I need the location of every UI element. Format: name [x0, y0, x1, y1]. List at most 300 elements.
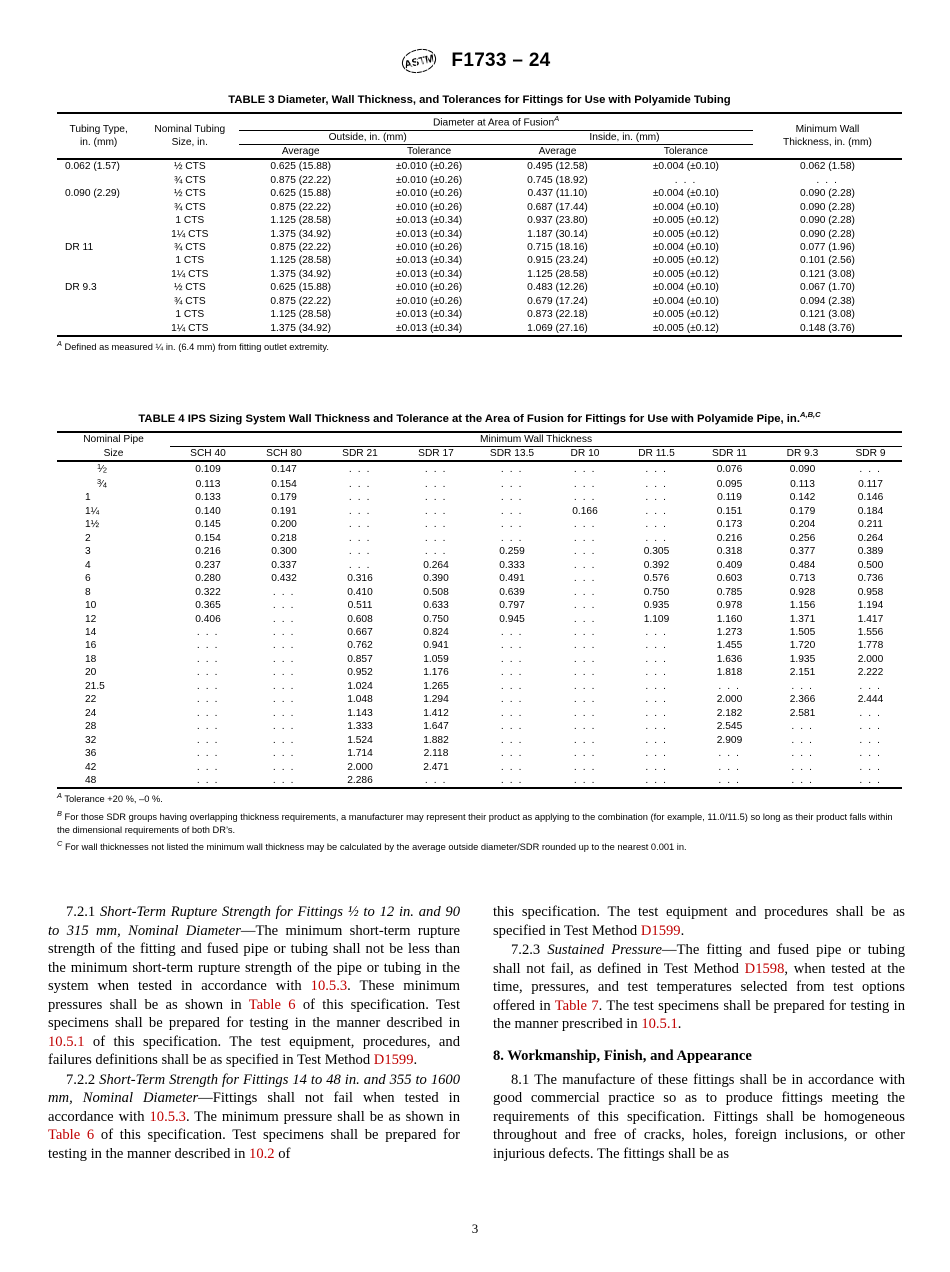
cell-dr-11-5: . . . — [645, 774, 668, 786]
cell-sdr-17: 1.059 — [423, 653, 449, 665]
cell-sdr-17: 2.471 — [423, 761, 449, 773]
cell-nominal-pipe-size: $^1⁄_2$ — [97, 462, 107, 476]
th-outside: Outside, in. (mm) — [239, 130, 496, 144]
ref-10-5-1[interactable]: 10.5.1 — [48, 1033, 85, 1050]
cell-dr-11-5: . . . — [645, 653, 668, 665]
cell-sch-80: . . . — [272, 761, 296, 773]
cell-nominal-pipe-size: 42 — [85, 761, 97, 773]
document-designation: F1733 – 24 — [451, 50, 551, 71]
cell-sdr-13-5: 0.333 — [499, 559, 525, 571]
table-row — [57, 477, 902, 492]
cell-nominal-pipe-size: 32 — [85, 734, 97, 746]
cell-wall-thickness: 0.062 (1.58) — [799, 161, 855, 173]
cell-inside-average: 1.187 (30.14) — [527, 228, 588, 240]
cell-dr-10: . . . — [573, 600, 597, 612]
right-column — [493, 903, 905, 1163]
footnote-marker-abc: A,B,C — [799, 410, 821, 419]
cell-sdr-21: 0.857 — [347, 653, 373, 665]
cell-nominal-size: ½ CTS — [173, 161, 206, 173]
cell-dr-11-5: 0.576 — [643, 573, 670, 585]
cell-outside-average: 0.875 (22.22) — [270, 295, 331, 307]
cell-dr-10: . . . — [573, 721, 597, 733]
cell-tubing-type: 0.062 (1.57) — [65, 161, 120, 173]
cell-dr-11-5: . . . — [645, 519, 668, 531]
cell-sch-80: . . . — [272, 707, 296, 719]
cell-sch-40: 0.140 — [195, 505, 221, 517]
footnote-mark: C — [57, 839, 63, 849]
cell-sdr-13-5: . . . — [500, 653, 524, 665]
th-sch-80: SCH 80 — [266, 448, 302, 460]
footnote-mark: A — [57, 791, 62, 801]
cell-sdr-9: 1.778 — [857, 640, 884, 652]
th-inside-average: Average — [538, 146, 577, 157]
cell-sdr-13-5: . . . — [500, 761, 524, 773]
cell-outside-tolerance: ±0.013 (±0.34) — [396, 268, 463, 280]
cell-sdr-21: 1.024 — [347, 680, 373, 692]
para-italic-title: Sustained Pressure — [547, 942, 663, 958]
cell-tubing-type — [57, 228, 140, 241]
cell-sch-80: 0.300 — [271, 546, 297, 558]
cell-sdr-9: 0.146 — [857, 492, 884, 504]
table-row — [57, 322, 902, 336]
cell-sdr-9: . . . — [859, 464, 882, 476]
cell-sdr-11: 1.818 — [716, 667, 743, 679]
cell-dr-11-5: . . . — [645, 748, 668, 760]
cell-inside-tolerance: ±0.005 (±0.12) — [652, 228, 719, 240]
cell-sdr-13-5: . . . — [500, 721, 524, 733]
cell-sch-40: 0.406 — [195, 613, 221, 625]
ref-d1598[interactable]: D1598 — [744, 960, 785, 977]
cell-wall-thickness: 0.090 (2.28) — [799, 201, 855, 213]
cell-sdr-9: 0.264 — [857, 532, 884, 544]
cell-sdr-11: 1.636 — [716, 653, 743, 665]
paragraph-7-2-3: 7.2.3 Sustained Pressure—The fitting and fused pipe or tubing shall not fail, as defined in Test Method D1598, when tested at the time, pressures, and test temperatures selected from test options offered in Table 7. The test specimens shall be prepared for testing in the manner prescribed in 10.5.1. — [493, 942, 906, 1032]
cell-outside-average: 0.875 (22.22) — [270, 201, 331, 213]
cell-sdr-13-5: . . . — [500, 505, 524, 517]
cell-sdr-13-5: . . . — [500, 519, 524, 531]
cell-wall-thickness: 0.148 (3.76) — [799, 322, 855, 334]
cell-dr-9-3: 2.581 — [789, 707, 816, 719]
cell-nominal-pipe-size: 22 — [85, 694, 97, 706]
ref-10-5-1[interactable]: 10.5.1 — [641, 1016, 678, 1032]
cell-tubing-type — [57, 322, 140, 336]
cell-wall-thickness: 0.090 (2.28) — [799, 228, 855, 240]
cell-sdr-17: 1.176 — [423, 667, 449, 679]
cell-nominal-pipe-size: 1½ — [85, 519, 100, 531]
cell-sdr-9: . . . — [859, 748, 882, 760]
cell-sch-40: 0.365 — [195, 600, 221, 612]
cell-nominal-pipe-size: 18 — [85, 653, 97, 665]
th-diameter-area-of-fusion: Diameter at Area of Fusion$^A$ — [239, 113, 753, 130]
ref-10-5-3[interactable]: 10.5.3 — [149, 1108, 186, 1125]
cell-sdr-17: . . . — [424, 505, 448, 517]
table-row — [57, 241, 902, 254]
cell-outside-tolerance: ±0.010 (±0.26) — [396, 282, 463, 294]
ref-d1599[interactable]: D1599 — [640, 922, 681, 939]
cell-nominal-pipe-size: 6 — [85, 573, 91, 585]
cell-dr-10: . . . — [573, 734, 597, 746]
cell-sdr-21: 2.286 — [347, 774, 373, 786]
cell-sdr-17: 0.824 — [423, 627, 449, 638]
cell-sdr-11: 0.785 — [716, 586, 743, 598]
cell-wall-thickness: 0.101 (2.56) — [799, 255, 855, 267]
cell-sdr-21: 1.524 — [347, 734, 373, 746]
cell-dr-11-5: . . . — [645, 734, 668, 746]
th-dr-11-5: DR 11.5 — [638, 448, 675, 460]
cell-sdr-17: 2.118 — [423, 748, 449, 760]
cell-dr-11-5: . . . — [645, 721, 668, 733]
cell-dr-10: . . . — [573, 573, 597, 585]
cell-nominal-pipe-size: 21.5 — [85, 680, 105, 692]
footnote-mark: B — [57, 808, 62, 818]
cell-sdr-11: 0.978 — [716, 600, 743, 612]
cell-dr-11-5: . . . — [645, 667, 668, 679]
table-row — [57, 734, 902, 747]
cell-sdr-11: 0.216 — [716, 532, 743, 544]
ref-table-7[interactable]: Table 7 — [554, 997, 599, 1014]
cell-dr-9-3: 0.142 — [789, 492, 816, 504]
table-row — [57, 174, 902, 187]
cell-nominal-pipe-size: 20 — [85, 667, 97, 679]
th-inside: Inside, in. (mm) — [496, 130, 753, 144]
cell-dr-9-3: 0.090 — [789, 464, 816, 476]
cell-sdr-9: 2.000 — [857, 653, 884, 665]
cell-sch-80: . . . — [272, 640, 296, 652]
cell-wall-thickness: 0.077 (1.96) — [799, 241, 855, 253]
cell-inside-average: 0.483 (12.26) — [527, 282, 588, 294]
cell-dr-10: . . . — [573, 613, 597, 625]
cell-sdr-17: . . . — [424, 464, 448, 476]
cell-tubing-type — [57, 201, 140, 214]
cell-tubing-type — [57, 174, 140, 187]
cell-sch-80: . . . — [272, 613, 296, 625]
cell-wall-thickness: 0.094 (2.38) — [799, 295, 855, 307]
table-row — [57, 187, 902, 200]
th-sdr-13-5: SDR 13.5 — [489, 448, 535, 460]
cell-dr-10: . . . — [573, 694, 597, 706]
cell-inside-tolerance: ±0.004 (±0.10) — [652, 201, 719, 213]
cell-nominal-size: ½ CTS — [173, 282, 206, 294]
cell-sdr-11: 0.173 — [716, 519, 743, 531]
page-number: 3 — [471, 1221, 479, 1236]
cell-sch-40: . . . — [196, 761, 220, 773]
cell-sch-40: . . . — [196, 627, 220, 638]
cell-sdr-21: . . . — [348, 479, 372, 491]
cell-dr-11-5: 0.305 — [643, 546, 670, 558]
section-8-heading: 8. Workmanship, Finish, and Appearance — [493, 1047, 752, 1064]
cell-wall-thickness: . . . — [816, 174, 839, 186]
cell-nominal-pipe-size: 28 — [85, 721, 97, 733]
cell-dr-10: . . . — [573, 559, 597, 571]
cell-sdr-11: . . . — [718, 761, 741, 773]
cell-sdr-9: 0.958 — [857, 586, 884, 598]
cell-inside-average: 0.687 (17.44) — [527, 201, 588, 213]
table-row — [57, 720, 902, 733]
cell-sch-40: 0.145 — [195, 519, 221, 531]
cell-dr-9-3: 2.366 — [789, 694, 816, 706]
cell-sdr-11: 0.603 — [716, 573, 743, 585]
th-sdr-11: SDR 11 — [712, 448, 747, 460]
table-row — [57, 214, 902, 227]
cell-sdr-21: 0.667 — [347, 627, 373, 638]
cell-sdr-13-5: 0.639 — [499, 586, 525, 598]
cell-tubing-type: 0.090 (2.29) — [65, 188, 120, 200]
cell-sch-40: . . . — [196, 640, 220, 652]
cell-sch-40: 0.133 — [195, 492, 221, 504]
cell-inside-tolerance: ±0.005 (±0.12) — [652, 215, 719, 227]
cell-sch-40: . . . — [196, 680, 220, 692]
table-3-header — [57, 113, 902, 159]
cell-sdr-9: . . . — [859, 761, 882, 773]
cell-outside-tolerance: ±0.013 (±0.34) — [396, 228, 463, 240]
ref-10-5-3[interactable]: 10.5.3 — [310, 978, 348, 994]
ref-table-6[interactable]: Table 6 — [248, 996, 296, 1013]
cell-outside-average: 1.125 (28.58) — [270, 309, 331, 321]
cell-sdr-21: . . . — [348, 559, 372, 571]
cell-inside-average: 0.437 (11.10) — [527, 188, 588, 200]
cell-sdr-13-5: . . . — [500, 479, 524, 491]
cell-dr-9-3: . . . — [791, 774, 814, 786]
para-italic-title: Short-Term Rupture Strength for Fittings ½ to 12 in. and 90 to 315 mm, Nominal Diameter — [48, 904, 461, 939]
cell-sdr-11: . . . — [718, 748, 741, 760]
table-row — [57, 461, 902, 477]
cell-nominal-size: 1 CTS — [175, 215, 205, 227]
cell-sdr-17: . . . — [424, 519, 448, 531]
cell-sdr-13-5: . . . — [500, 694, 524, 706]
cell-outside-average: 1.375 (34.92) — [270, 322, 331, 334]
table-row — [57, 586, 902, 599]
th-sdr-21: SDR 21 — [342, 448, 378, 460]
cell-sdr-11: 1.160 — [716, 613, 743, 625]
cell-sch-80: 0.432 — [271, 573, 297, 585]
cell-sdr-21: 1.333 — [347, 721, 373, 733]
cell-sdr-11: 2.000 — [716, 694, 743, 706]
cell-nominal-size: 1¼ CTS — [171, 322, 209, 334]
table-3-block — [57, 93, 902, 354]
footnote-text: Tolerance +20 %, –0 %. — [64, 794, 163, 805]
table-3 — [57, 112, 902, 337]
left-column — [48, 903, 460, 1163]
cell-sdr-13-5: 0.259 — [499, 546, 525, 558]
cell-dr-9-3: 1.156 — [789, 600, 816, 612]
table-row — [57, 545, 902, 558]
cell-sch-80: . . . — [272, 734, 296, 746]
cell-outside-average: 1.125 (28.58) — [270, 255, 331, 267]
cell-sdr-11: 0.318 — [716, 546, 743, 558]
cell-dr-10: . . . — [573, 532, 597, 544]
cell-dr-9-3: 1.505 — [789, 627, 816, 638]
cell-sch-80: 0.191 — [271, 505, 297, 517]
cell-sdr-21: 0.608 — [347, 613, 373, 625]
table-row — [57, 626, 902, 639]
th-nominal-tubing-size: Nominal Tubing Size, in. — [154, 123, 226, 149]
table-row — [57, 639, 902, 652]
cell-sdr-17: . . . — [424, 546, 448, 558]
cell-sdr-13-5: . . . — [500, 532, 524, 544]
cell-nominal-pipe-size: 1¼ — [85, 505, 100, 517]
cell-sdr-9: . . . — [859, 774, 882, 786]
cell-sch-40: 0.280 — [195, 573, 221, 585]
table-row — [57, 491, 902, 504]
cell-sdr-21: . . . — [348, 519, 372, 531]
cell-outside-average: 0.625 (15.88) — [270, 188, 331, 200]
cell-dr-9-3: 1.720 — [789, 640, 816, 652]
table-row — [57, 666, 902, 679]
cell-sdr-21: . . . — [348, 532, 372, 544]
cell-outside-tolerance: ±0.010 (±0.26) — [396, 161, 463, 173]
cell-sch-80: . . . — [272, 748, 296, 760]
cell-sdr-9: 2.222 — [857, 667, 884, 679]
cell-nominal-pipe-size: 14 — [85, 627, 97, 638]
cell-dr-10: . . . — [573, 464, 597, 476]
ref-d1599[interactable]: D1599 — [373, 1052, 414, 1068]
table-row — [57, 747, 902, 760]
cell-dr-11-5: . . . — [645, 464, 668, 476]
cell-dr-9-3: . . . — [791, 761, 814, 773]
cell-sch-40: . . . — [196, 748, 220, 760]
th-tubing-type: Tubing Type, in. (mm) — [69, 123, 128, 149]
cell-inside-average: 0.679 (17.24) — [527, 295, 588, 307]
cell-outside-average: 1.375 (34.92) — [270, 228, 331, 240]
cell-nominal-pipe-size: 12 — [85, 613, 97, 625]
table-row — [57, 572, 902, 585]
cell-dr-10: . . . — [573, 627, 597, 638]
cell-sdr-17: 0.508 — [423, 586, 449, 598]
ref-10-2[interactable]: 10.2 — [249, 1145, 275, 1162]
cell-outside-tolerance: ±0.013 (±0.34) — [396, 309, 463, 321]
cell-nominal-size: ¾ CTS — [173, 174, 206, 186]
cell-sch-40: 0.216 — [195, 546, 221, 558]
cell-dr-11-5: 0.392 — [643, 559, 670, 571]
cell-dr-11-5: . . . — [645, 707, 668, 719]
table-4-subheader-row — [57, 447, 902, 462]
cell-sch-40: . . . — [196, 694, 220, 706]
cell-nominal-size: ¾ CTS — [173, 201, 206, 213]
para-number: 7.2.3 — [511, 942, 541, 958]
para-number: 7.2.1 — [66, 904, 96, 920]
cell-tubing-type — [57, 254, 140, 267]
cell-sdr-13-5: . . . — [500, 748, 524, 760]
cell-sdr-17: 1.294 — [423, 694, 449, 706]
cell-wall-thickness: 0.121 (3.08) — [799, 309, 855, 321]
cell-sdr-13-5: 0.945 — [499, 613, 525, 625]
cell-inside-average: 0.715 (18.16) — [527, 241, 588, 253]
th-minimum-wall-thickness-group: Minimum Wall Thickness — [170, 432, 902, 447]
table-4-footnote-b — [57, 809, 902, 837]
cell-sdr-11: 2.182 — [716, 707, 743, 719]
cell-sch-40: 0.322 — [195, 586, 221, 598]
footnote-text: For wall thicknesses not listed the minimum wall thickness may be calculated by the average outside diameter/SDR rounded up to the nearest 0.001 in. — [64, 842, 687, 853]
cell-sdr-21: . . . — [348, 505, 372, 517]
cell-outside-tolerance: ±0.013 (±0.34) — [396, 322, 463, 334]
cell-dr-9-3: . . . — [791, 734, 814, 746]
svg-text:ASTM: ASTM — [403, 52, 436, 72]
cell-dr-11-5: . . . — [645, 532, 668, 544]
footnote-marker-a: A — [554, 114, 560, 124]
cell-dr-9-3: 2.151 — [789, 667, 816, 679]
cell-sch-40: . . . — [196, 734, 220, 746]
cell-tubing-type: DR 11 — [65, 241, 94, 253]
cell-sdr-17: 0.390 — [423, 573, 449, 585]
cell-sdr-13-5: . . . — [500, 774, 524, 786]
cell-outside-tolerance: ±0.010 (±0.26) — [396, 295, 463, 307]
table-row — [57, 281, 902, 294]
cell-sdr-11: 0.151 — [716, 505, 743, 517]
cell-sdr-13-5: . . . — [500, 464, 524, 476]
cell-dr-10: 0.166 — [572, 505, 598, 517]
cell-outside-tolerance: ±0.013 (±0.34) — [396, 255, 463, 267]
cell-outside-tolerance: ±0.010 (±0.26) — [396, 188, 463, 200]
cell-sch-40: . . . — [196, 667, 220, 679]
cell-inside-tolerance: ±0.005 (±0.12) — [652, 309, 719, 321]
cell-dr-9-3: . . . — [791, 680, 814, 692]
paragraph-7-2-2: 7.2.2 Short-Term Strength for Fittings 14 to 48 in. and 355 to 1600 mm, Nominal Diameter—Fittings shall not fail when tested in accordance with 10.5.3. The minimum pressure shall be as shown in Table 6 of this specification. Test specimens shall be prepared for testing in the manner described in 10.2 of — [48, 1071, 461, 1162]
cell-sdr-17: 0.264 — [423, 559, 449, 571]
cell-sch-80: 0.337 — [271, 559, 297, 571]
cell-dr-9-3: 0.256 — [789, 532, 816, 544]
cell-nominal-pipe-size: 24 — [85, 707, 97, 719]
cell-nominal-pipe-size: 4 — [85, 559, 91, 571]
cell-sdr-21: . . . — [348, 492, 372, 504]
cell-sdr-21: . . . — [348, 546, 372, 558]
table-row — [57, 532, 902, 545]
cell-outside-average: 1.375 (34.92) — [270, 268, 331, 280]
cell-sch-80: 0.147 — [271, 464, 297, 476]
cell-dr-10: . . . — [573, 667, 597, 679]
cell-sdr-17: 0.633 — [423, 600, 449, 612]
cell-inside-tolerance: ±0.005 (±0.12) — [652, 322, 719, 334]
cell-inside-average: 0.745 (18.92) — [527, 174, 588, 186]
cell-dr-9-3: 1.371 — [789, 613, 816, 625]
table-row — [57, 228, 902, 241]
cell-outside-tolerance: ±0.010 (±0.26) — [396, 201, 463, 213]
cell-inside-tolerance: ±0.004 (±0.10) — [652, 295, 719, 307]
table-row — [57, 159, 902, 173]
paragraph-continuation: this specification. The test equipment and procedures shall be as specified in Test Method D1599. — [493, 904, 905, 939]
cell-sdr-21: 0.762 — [347, 640, 373, 652]
para-italic-title: Short-Term Strength for Fittings 14 to 48 in. and 355 to 1600 mm, Nominal Diameter — [48, 1071, 461, 1106]
cell-inside-tolerance: ±0.004 (±0.10) — [652, 282, 719, 294]
cell-sdr-11: 2.545 — [716, 721, 743, 733]
cell-sdr-13-5: . . . — [500, 640, 524, 652]
cell-dr-11-5: 0.935 — [643, 600, 670, 612]
cell-dr-9-3: 0.713 — [789, 573, 816, 585]
cell-sch-40: . . . — [196, 707, 220, 719]
cell-sdr-11: 1.273 — [716, 627, 743, 638]
cell-sdr-13-5: . . . — [500, 680, 524, 692]
th-sdr-9: SDR 9 — [855, 448, 886, 460]
cell-nominal-pipe-size: 8 — [85, 586, 91, 598]
cell-sdr-11: 0.119 — [717, 492, 742, 504]
th-inside-tolerance: Tolerance — [663, 146, 708, 157]
table-row — [57, 680, 902, 693]
cell-sdr-13-5: . . . — [500, 667, 524, 679]
cell-tubing-type — [57, 268, 140, 281]
cell-sdr-13-5: . . . — [500, 627, 524, 638]
cell-sdr-9: 2.444 — [857, 694, 884, 706]
th-sdr-17: SDR 17 — [418, 448, 454, 460]
cell-sdr-9: 1.556 — [857, 627, 884, 638]
cell-sdr-21: 2.000 — [347, 761, 373, 773]
document-header — [0, 48, 950, 74]
cell-sdr-9: 0.211 — [858, 519, 883, 531]
cell-sdr-17: 0.750 — [423, 613, 449, 625]
cell-sdr-9: . . . — [859, 680, 882, 692]
cell-dr-10: . . . — [573, 707, 597, 719]
ref-table-6[interactable]: Table 6 — [48, 1127, 95, 1143]
cell-nominal-size: 1¼ CTS — [171, 268, 209, 280]
cell-sch-80: 0.218 — [271, 532, 297, 544]
